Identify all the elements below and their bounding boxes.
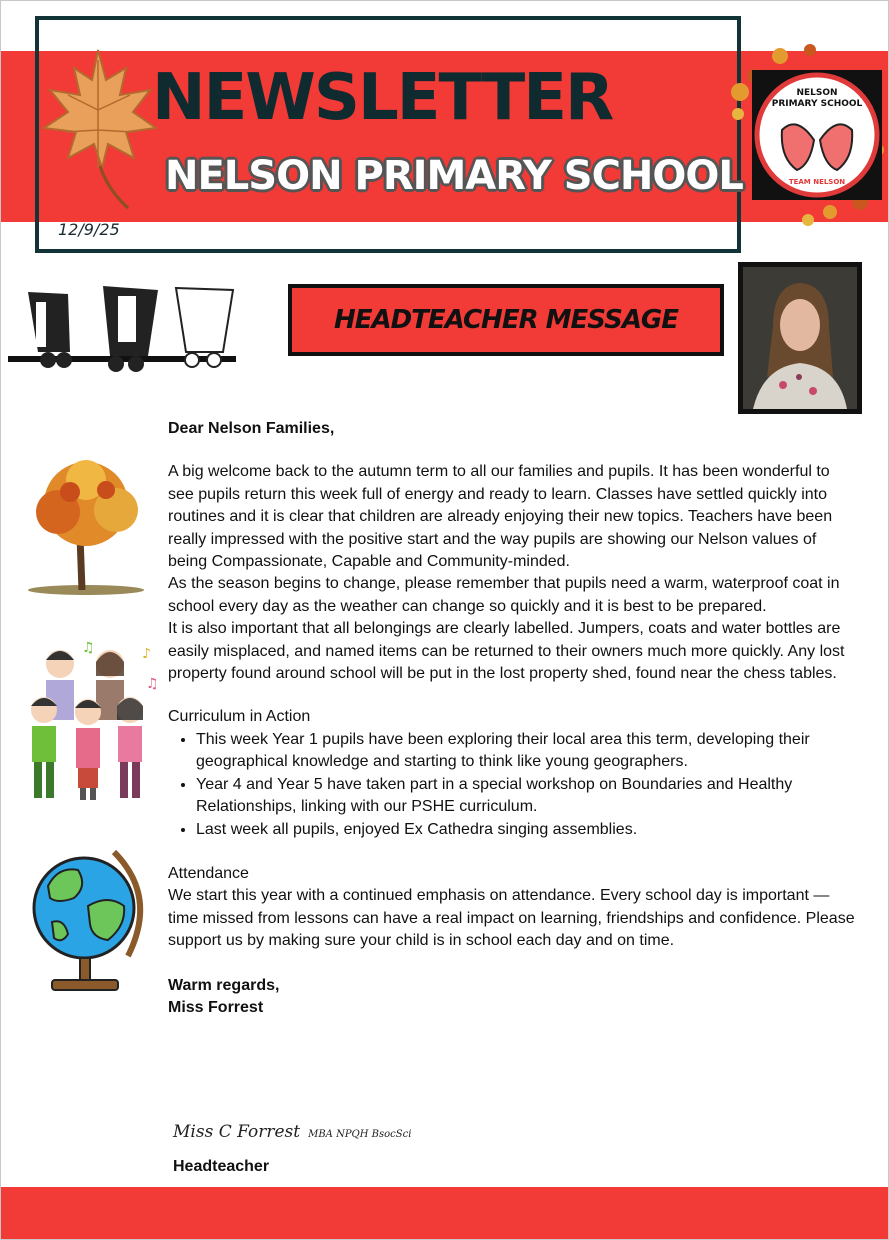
signature [173,1122,411,1142]
paragraph-coats: As the season begins to change, please remember that pupils need a warm, waterproof coat in school every day as the weather can change so quickly and it is best to be prepared. [168,575,840,615]
attendance-heading: Attendance [168,864,249,882]
list-item: • This week Year 1 pupils have been exploring their local area this term, developing their geographical knowledge and starting to think like young geographers. [196,729,858,774]
curriculum-list [168,729,858,841]
newsletter-title: NEWSLETTER [152,61,613,135]
logo-text-bottom: TEAM NELSON [788,178,846,186]
svg-text:♪: ♪ [142,646,151,662]
singing-children-icon [24,636,162,806]
list-item: • Last week all pupils, enjoyed Ex Cathedra singing assemblies. [196,819,858,841]
autumn-tree-icon [14,456,158,596]
list-item: • Year 4 and Year 5 have taken part in a special workshop on Boundaries and Healthy Relationships, linking with our PSHE curriculum. [196,774,858,819]
svg-text:♫: ♫ [146,676,159,692]
headteacher-photo [738,262,862,414]
issue-date: 12/9/25 [58,220,120,239]
svg-text:♫: ♫ [82,640,95,656]
signature-name: Miss C Forrest [173,1122,301,1142]
curriculum-heading: Curriculum in Action [168,708,311,726]
attendance-text: We start this year with a continued emphasis on attendance. Every school day is important — time missed from lessons can have a real impact on learning, friendships and confidence. Please support us by making sure your child is in school each day and on time. [168,887,855,950]
logo-text-mid: PRIMARY SCHOOL [771,99,863,109]
paragraph-labels: It is also important that all belongings are clearly labelled. Jumpers, coats and water bottles are easily misplaced, and named items can be returned to their owners much more quickly. Any lost property found around school will be put in the lost property shed, found near the chess tables. [168,620,845,683]
maple-leaf-icon [38,40,160,210]
signer-name: Miss Forrest [168,998,264,1016]
footer-red-band [0,1187,889,1240]
section-title: HEADTEACHER MESSAGE [333,305,679,335]
goats-illustration [8,282,236,386]
globe-icon [28,846,156,998]
school-logo [752,70,882,200]
paragraph-welcome: A big welcome back to the autumn term to all our families and pupils. It has been wonderful to see pupils return this week full of energy and ready to learn. Classes have settled quickly into routines and it is clear that children are already enjoying their new topics. Teachers have been really impressed with the positive start and the way pupils are showing our Nelson values of being Compassionate, Capable and Community-minded. [168,463,833,571]
closing: Warm regards, [168,976,280,994]
signature-qualifications: MBA NPQH BsocSci [308,1129,412,1140]
greeting: Dear Nelson Families, [168,420,335,437]
letter-body [168,418,858,1019]
headteacher-message-banner [288,284,724,356]
signer-role: Headteacher [173,1158,270,1175]
school-name: NELSON PRIMARY SCHOOL [165,153,743,199]
logo-text-top: NELSON [796,88,838,98]
